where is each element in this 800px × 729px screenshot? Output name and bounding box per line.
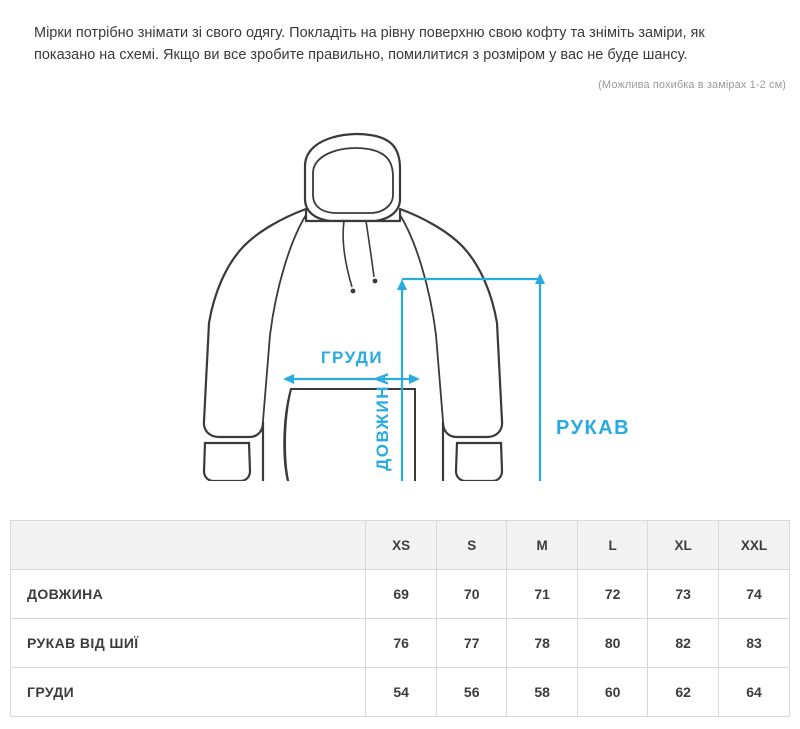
table-row bbox=[11, 619, 790, 668]
row-label-length: ДОВЖИНА bbox=[11, 570, 366, 619]
drawstring-tip-left bbox=[351, 289, 356, 294]
cell-chest-l: 60 bbox=[577, 668, 647, 717]
size-table-container bbox=[10, 520, 790, 717]
hoodie-diagram bbox=[0, 91, 800, 481]
header-cell-l: L bbox=[577, 521, 647, 570]
length-label: ДОВЖИНА bbox=[373, 371, 392, 471]
size-table-head bbox=[11, 521, 790, 570]
cell-length-xs: 69 bbox=[366, 570, 437, 619]
cell-sleeve-m: 78 bbox=[507, 619, 577, 668]
intro-paragraph: Мірки потрібно знімати зі свого одягу. Покладіть на рівну поверхню свою кофту та зніміть заміри, як показано на схемі. Якщо ви все зробите правильно, помилитися з розміром у вас не буде шансу. bbox=[34, 25, 705, 64]
chest-label: ГРУДИ bbox=[320, 347, 384, 367]
row-label-sleeve: РУКАВ ВІД ШИЇ bbox=[11, 619, 366, 668]
header-cell-m: M bbox=[507, 521, 577, 570]
cell-length-l: 72 bbox=[577, 570, 647, 619]
size-table-body bbox=[11, 570, 790, 717]
header-cell-xs: XS bbox=[366, 521, 437, 570]
table-row bbox=[11, 668, 790, 717]
cuff-left bbox=[204, 443, 250, 481]
cell-sleeve-s: 77 bbox=[436, 619, 506, 668]
cell-chest-xl: 62 bbox=[648, 668, 719, 717]
cell-chest-xxl: 64 bbox=[718, 668, 789, 717]
cell-chest-m: 58 bbox=[507, 668, 577, 717]
hoodie-diagram-svg bbox=[0, 91, 800, 481]
cuff-right bbox=[456, 443, 502, 481]
measurement-tolerance-note: (Можлива похибка в замірах 1-2 см) bbox=[598, 78, 786, 91]
cell-length-xxl: 74 bbox=[718, 570, 789, 619]
row-label-chest: ГРУДИ bbox=[11, 668, 366, 717]
cell-sleeve-xs: 76 bbox=[366, 619, 437, 668]
header-cell-s: S bbox=[436, 521, 506, 570]
cell-chest-xs: 54 bbox=[366, 668, 437, 717]
sleeve-measure-arrow bbox=[535, 273, 545, 481]
kangaroo-pocket bbox=[284, 389, 415, 481]
drawstring-tip-right bbox=[373, 279, 378, 284]
cell-sleeve-l: 80 bbox=[577, 619, 647, 668]
header-cell-xl: XL bbox=[648, 521, 719, 570]
cell-length-m: 71 bbox=[507, 570, 577, 619]
header-cell-xxl: XXL bbox=[718, 521, 789, 570]
cell-length-s: 70 bbox=[436, 570, 506, 619]
cell-sleeve-xl: 82 bbox=[648, 619, 719, 668]
cell-chest-s: 56 bbox=[436, 668, 506, 717]
header-cell-measure bbox=[11, 521, 366, 570]
size-table bbox=[10, 520, 790, 717]
cell-sleeve-xxl: 83 bbox=[718, 619, 789, 668]
sleeve-label: РУКАВ bbox=[556, 416, 631, 439]
table-header-row bbox=[11, 521, 790, 570]
table-row bbox=[11, 570, 790, 619]
hood-inner-shape bbox=[313, 148, 393, 213]
cell-length-xl: 73 bbox=[648, 570, 719, 619]
